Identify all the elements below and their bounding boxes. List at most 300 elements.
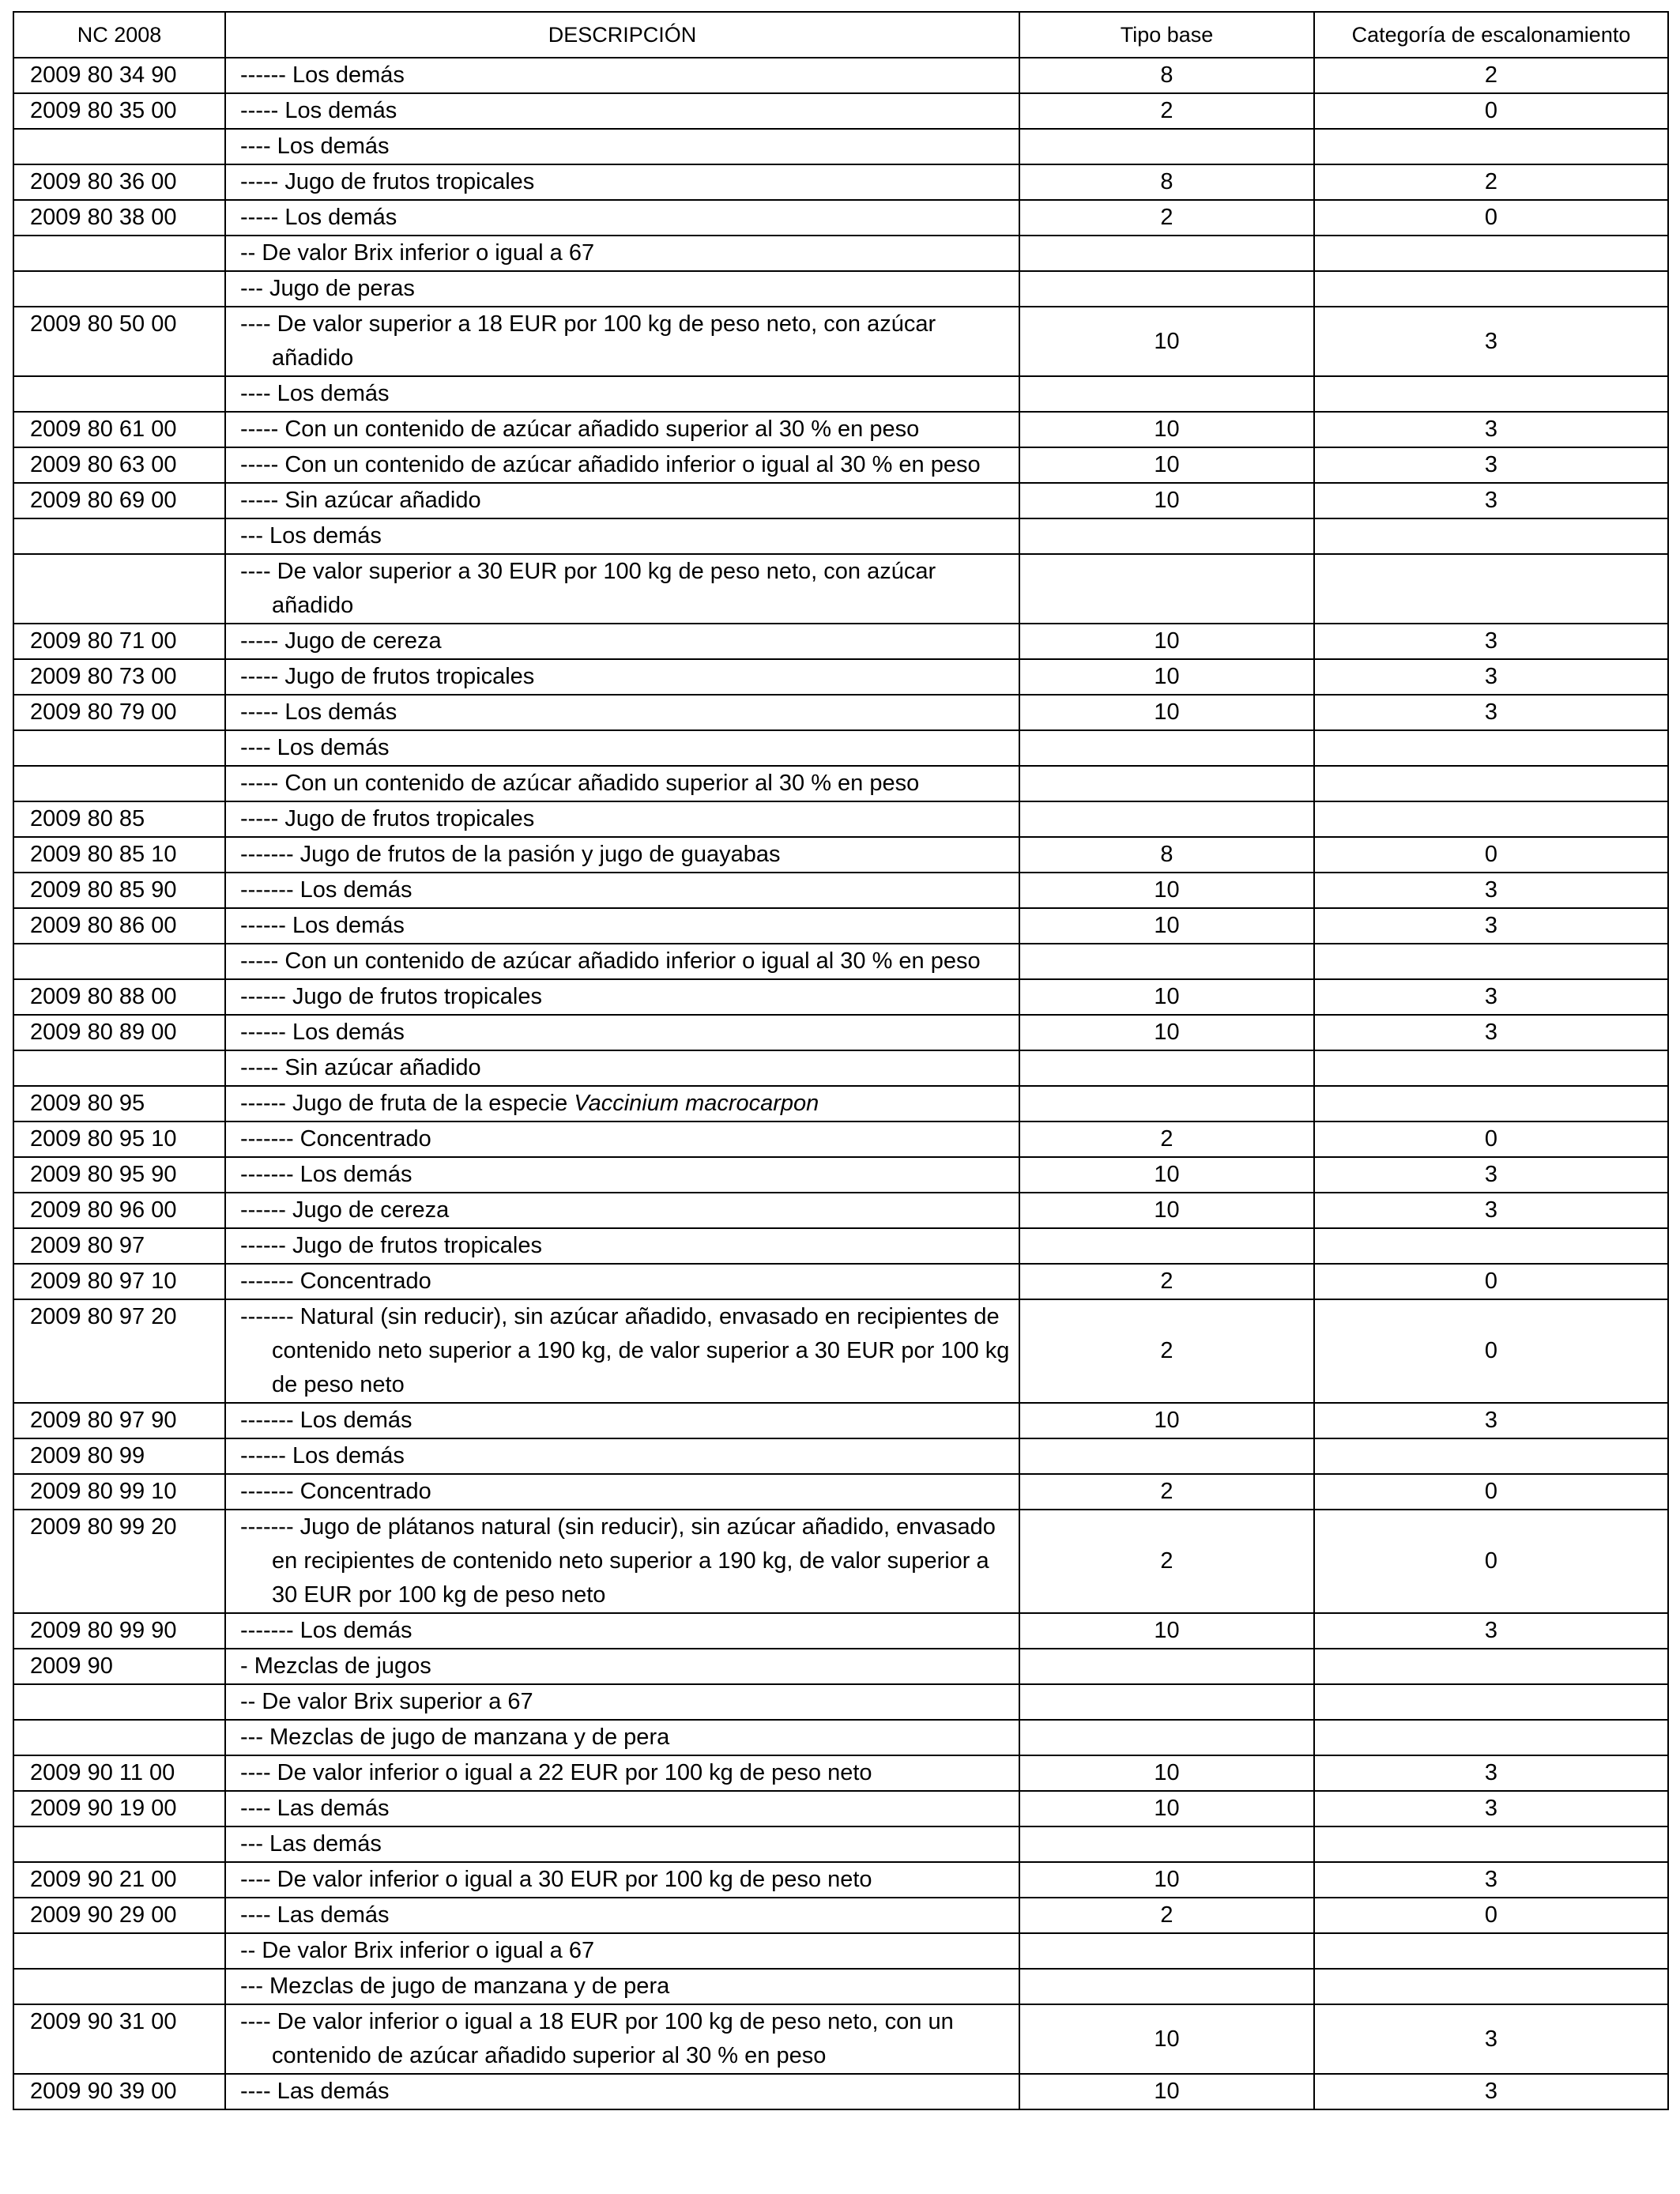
nc-code-cell [13,376,225,412]
base-rate-cell: 2 [1019,1898,1314,1933]
table-row [13,624,1668,659]
nc-code-cell: 2009 80 99 [13,1438,225,1474]
description-text [240,1970,1011,2004]
description-main-text: -- De valor Brix inferior o igual a 67 [240,240,595,266]
description-text [240,1510,1011,1612]
base-rate-cell: 10 [1019,1403,1314,1438]
description-text [240,1827,1011,1861]
description-text [240,201,1011,235]
description-cell [225,1122,1019,1157]
description-text [240,555,1011,623]
staging-category-cell [1314,518,1668,554]
description-text [240,624,1011,658]
description-main-text: --- Las demás [240,1831,382,1857]
base-rate-cell: 10 [1019,1755,1314,1791]
description-text [240,448,1011,482]
staging-category-cell: 3 [1314,307,1668,376]
table-row [13,1050,1668,1086]
description-cell [225,837,1019,873]
description-main-text: ------- Los demás [240,1162,412,1187]
description-text [240,377,1011,411]
description-cell [225,1474,1019,1510]
table-row [13,837,1668,873]
description-main-text: - Mezclas de jugos [240,1653,431,1679]
table-row [13,554,1668,624]
description-main-text: ------- Natural (sin reducir), sin azúcar añadido, envasado en recipientes de contenido neto superior a 190 kg, de valor superior a 30 EUR por 100 kg de peso neto [240,1304,1010,1397]
description-main-text: ------- Jugo de plátanos natural (sin reducir), sin azúcar añadido, envasado en recipientes de contenido neto superior a 190 kg, de valor superior a 30 EUR por 100 kg de peso neto [240,1514,996,1608]
base-rate-cell: 10 [1019,447,1314,483]
nc-code-cell: 2009 80 99 90 [13,1613,225,1649]
staging-category-cell: 3 [1314,695,1668,730]
base-rate-cell: 10 [1019,873,1314,908]
table-row [13,1898,1668,1933]
table-row [13,1122,1668,1157]
table-row [13,873,1668,908]
description-text [240,1721,1011,1755]
nc-code-cell [13,1720,225,1755]
table-row [13,307,1668,376]
description-main-text: ---- Los demás [240,735,390,760]
table-row [13,518,1668,554]
description-cell [225,236,1019,271]
staging-category-cell [1314,129,1668,164]
description-text [240,1898,1011,1932]
description-text [240,944,1011,978]
description-text [240,1087,1011,1121]
tariff-table [13,11,1669,2110]
description-cell [225,1228,1019,1264]
description-main-text: ----- Los demás [240,205,397,230]
description-text [240,1934,1011,1968]
description-main-text: ----- Con un contenido de azúcar añadido superior al 30 % en peso [240,771,920,796]
description-cell [225,1755,1019,1791]
table-row [13,766,1668,801]
table-row [13,1086,1668,1122]
description-main-text: ----- Jugo de frutos tropicales [240,169,535,194]
base-rate-cell: 2 [1019,1510,1314,1613]
nc-code-cell: 2009 80 36 00 [13,164,225,200]
description-cell [225,766,1019,801]
description-text [240,2075,1011,2109]
staging-category-cell: 3 [1314,483,1668,518]
base-rate-cell: 10 [1019,659,1314,695]
base-rate-cell: 10 [1019,695,1314,730]
table-body [13,58,1668,2109]
base-rate-cell: 8 [1019,58,1314,93]
staging-category-cell [1314,766,1668,801]
description-cell [225,447,1019,483]
description-cell [225,659,1019,695]
base-rate-cell [1019,271,1314,307]
base-rate-cell [1019,944,1314,979]
description-main-text: -- De valor Brix superior a 67 [240,1689,533,1714]
description-cell [225,801,1019,837]
staging-category-cell [1314,1086,1668,1122]
base-rate-cell [1019,129,1314,164]
base-rate-cell: 10 [1019,624,1314,659]
nc-code-cell [13,1933,225,1969]
nc-code-cell: 2009 80 99 10 [13,1474,225,1510]
table-row [13,164,1668,200]
staging-category-cell: 3 [1314,908,1668,944]
description-main-text: ----- Sin azúcar añadido [240,1055,481,1080]
description-main-text: ---- Las demás [240,1902,390,1928]
nc-code-cell [13,766,225,801]
base-rate-cell: 10 [1019,1193,1314,1228]
description-text [240,1016,1011,1050]
description-cell [225,271,1019,307]
nc-code-cell: 2009 80 73 00 [13,659,225,695]
nc-code-cell [13,730,225,766]
description-cell [225,1898,1019,1933]
base-rate-cell [1019,1086,1314,1122]
base-rate-cell: 10 [1019,2004,1314,2074]
description-main-text: ---- Los demás [240,381,390,406]
description-cell [225,412,1019,447]
staging-category-cell: 0 [1314,1510,1668,1613]
description-cell [225,200,1019,236]
table-row [13,944,1668,979]
table-header [13,12,1668,58]
description-cell [225,554,1019,624]
staging-category-cell: 3 [1314,2004,1668,2074]
description-cell [225,1403,1019,1438]
nc-code-cell: 2009 90 29 00 [13,1898,225,1933]
nc-code-cell: 2009 80 61 00 [13,412,225,447]
nc-code-cell: 2009 90 11 00 [13,1755,225,1791]
base-rate-cell: 10 [1019,908,1314,944]
description-main-text: ---- Las demás [240,1796,390,1821]
base-rate-cell [1019,376,1314,412]
description-main-text: ---- De valor inferior o igual a 30 EUR por 100 kg de peso neto [240,1867,872,1892]
description-cell [225,1791,1019,1826]
description-main-text: ------ Los demás [240,1443,405,1468]
description-cell [225,376,1019,412]
description-text [240,484,1011,518]
staging-category-cell [1314,944,1668,979]
description-text [240,1649,1011,1683]
description-text [240,1158,1011,1192]
description-cell [225,695,1019,730]
nc-code-cell [13,271,225,307]
table-row [13,1438,1668,1474]
base-rate-cell: 10 [1019,1157,1314,1193]
description-cell [225,1264,1019,1299]
header-staging-category: Categoría de escalonamiento [1314,12,1668,58]
nc-code-cell: 2009 80 50 00 [13,307,225,376]
base-rate-cell [1019,1684,1314,1720]
table-row [13,1157,1668,1193]
description-main-text: ------ Jugo de frutos tropicales [240,984,542,1009]
nc-code-cell [13,129,225,164]
base-rate-cell: 10 [1019,1015,1314,1050]
description-text [240,130,1011,164]
staging-category-cell [1314,1826,1668,1862]
staging-category-cell: 3 [1314,1755,1668,1791]
staging-category-cell: 2 [1314,58,1668,93]
description-text [240,909,1011,943]
staging-category-cell: 0 [1314,837,1668,873]
description-cell [225,1969,1019,2004]
staging-category-cell: 0 [1314,1264,1668,1299]
description-cell [225,1299,1019,1403]
description-text [240,94,1011,128]
description-text [240,1756,1011,1790]
nc-code-cell: 2009 80 97 20 [13,1299,225,1403]
base-rate-cell [1019,1933,1314,1969]
description-cell [225,1649,1019,1684]
nc-code-cell: 2009 80 97 [13,1228,225,1264]
description-main-text: --- Mezclas de jugo de manzana y de pera [240,1725,670,1750]
description-text [240,1792,1011,1826]
header-base-rate: Tipo base [1019,12,1314,58]
nc-code-cell [13,1826,225,1862]
description-main-text: ------- Concentrado [240,1126,431,1152]
staging-category-cell: 2 [1314,164,1668,200]
description-cell [225,1613,1019,1649]
staging-category-cell: 3 [1314,447,1668,483]
description-main-text: ------ Jugo de fruta de la especie [240,1091,574,1116]
table-row [13,483,1668,518]
staging-category-cell: 3 [1314,1157,1668,1193]
description-text [240,838,1011,872]
description-text [240,731,1011,765]
table-row [13,2074,1668,2109]
table-row [13,447,1668,483]
description-main-text: ------ Jugo de frutos tropicales [240,1233,542,1258]
staging-category-cell: 3 [1314,2074,1668,2109]
base-rate-cell: 10 [1019,1862,1314,1898]
staging-category-cell [1314,376,1668,412]
nc-code-cell: 2009 80 97 10 [13,1264,225,1299]
nc-code-cell: 2009 80 96 00 [13,1193,225,1228]
staging-category-cell: 3 [1314,1193,1668,1228]
nc-code-cell: 2009 80 35 00 [13,93,225,129]
nc-code-cell: 2009 80 95 90 [13,1157,225,1193]
description-cell [225,944,1019,979]
description-main-text: ----- Con un contenido de azúcar añadido inferior o igual al 30 % en peso [240,452,981,477]
table-row [13,271,1668,307]
species-name-italic: Vaccinium macrocarpon [574,1091,819,1116]
staging-category-cell [1314,1933,1668,1969]
description-cell [225,730,1019,766]
table-row [13,1684,1668,1720]
base-rate-cell: 8 [1019,837,1314,873]
description-main-text: ------- Los demás [240,1408,412,1433]
description-text [240,1475,1011,1509]
table-row [13,1933,1668,1969]
description-cell [225,518,1019,554]
description-main-text: ----- Los demás [240,98,397,123]
staging-category-cell: 3 [1314,624,1668,659]
staging-category-cell: 3 [1314,1613,1668,1649]
staging-category-cell: 3 [1314,659,1668,695]
nc-code-cell: 2009 80 69 00 [13,483,225,518]
table-row [13,730,1668,766]
description-text [240,1265,1011,1299]
description-text [240,873,1011,907]
staging-category-cell: 0 [1314,1474,1668,1510]
base-rate-cell: 10 [1019,1613,1314,1649]
base-rate-cell: 2 [1019,1474,1314,1510]
description-text [240,696,1011,729]
description-main-text: ---- Las demás [240,2079,390,2104]
table-row [13,412,1668,447]
description-cell [225,483,1019,518]
staging-category-cell: 0 [1314,1299,1668,1403]
description-cell [225,1193,1019,1228]
description-text [240,1614,1011,1648]
description-main-text: ---- De valor inferior o igual a 18 EUR por 100 kg de peso neto, con un contenido de azúcar añadido superior al 30 % en peso [240,2009,954,2068]
description-cell [225,873,1019,908]
base-rate-cell: 2 [1019,1299,1314,1403]
base-rate-cell: 2 [1019,93,1314,129]
base-rate-cell [1019,1649,1314,1684]
table-row [13,1403,1668,1438]
description-main-text: --- Los demás [240,523,382,548]
description-cell [225,624,1019,659]
description-main-text: ---- Los demás [240,134,390,159]
description-text [240,1404,1011,1438]
base-rate-cell [1019,236,1314,271]
description-cell [225,1826,1019,1862]
description-main-text: ----- Con un contenido de azúcar añadido superior al 30 % en peso [240,417,920,442]
table-row [13,1015,1668,1050]
nc-code-cell: 2009 80 71 00 [13,624,225,659]
table-row [13,1862,1668,1898]
header-row [13,12,1668,58]
base-rate-cell [1019,1228,1314,1264]
description-text [240,165,1011,199]
description-cell [225,164,1019,200]
description-cell [225,1015,1019,1050]
description-text [240,519,1011,553]
staging-category-cell [1314,236,1668,271]
description-main-text: ---- De valor inferior o igual a 22 EUR por 100 kg de peso neto [240,1760,872,1785]
base-rate-cell: 10 [1019,1791,1314,1826]
description-cell [225,307,1019,376]
description-main-text: ----- Con un contenido de azúcar añadido inferior o igual al 30 % en peso [240,948,981,974]
nc-code-cell [13,518,225,554]
description-cell [225,129,1019,164]
table-row [13,1755,1668,1791]
nc-code-cell: 2009 80 85 90 [13,873,225,908]
description-main-text: ------- Los demás [240,877,412,903]
description-cell [225,1086,1019,1122]
table-row [13,236,1668,271]
table-row [13,58,1668,93]
table-row [13,1720,1668,1755]
nc-code-cell: 2009 90 21 00 [13,1862,225,1898]
base-rate-cell: 2 [1019,1122,1314,1157]
header-description: DESCRIPCIÓN [225,12,1019,58]
nc-code-cell: 2009 90 39 00 [13,2074,225,2109]
description-cell [225,908,1019,944]
description-main-text: ------ Los demás [240,62,405,88]
staging-category-cell: 0 [1314,200,1668,236]
nc-code-cell: 2009 80 89 00 [13,1015,225,1050]
description-text [240,980,1011,1014]
nc-code-cell: 2009 80 86 00 [13,908,225,944]
description-main-text: ---- De valor superior a 30 EUR por 100 kg de peso neto, con azúcar añadido [240,559,936,618]
description-text [240,58,1011,92]
description-text [240,1193,1011,1227]
table-row [13,2004,1668,2074]
description-main-text: ------- Concentrado [240,1479,431,1504]
description-cell [225,1157,1019,1193]
staging-category-cell: 3 [1314,1403,1668,1438]
nc-code-cell: 2009 80 99 20 [13,1510,225,1613]
description-main-text: --- Mezclas de jugo de manzana y de pera [240,1973,670,1999]
description-main-text: ---- De valor superior a 18 EUR por 100 kg de peso neto, con azúcar añadido [240,311,936,371]
base-rate-cell [1019,730,1314,766]
staging-category-cell [1314,271,1668,307]
description-main-text: ------- Concentrado [240,1269,431,1294]
table-row [13,801,1668,837]
table-row [13,1474,1668,1510]
nc-code-cell: 2009 80 88 00 [13,979,225,1015]
staging-category-cell: 3 [1314,1791,1668,1826]
description-text [240,1122,1011,1156]
description-main-text: ----- Sin azúcar añadido [240,488,481,513]
staging-category-cell: 3 [1314,1015,1668,1050]
table-row [13,979,1668,1015]
staging-category-cell: 0 [1314,1898,1668,1933]
nc-code-cell [13,1969,225,2004]
description-cell [225,2074,1019,2109]
staging-category-cell [1314,1969,1668,2004]
staging-category-cell [1314,801,1668,837]
nc-code-cell: 2009 80 34 90 [13,58,225,93]
description-text [240,2005,1011,2073]
description-cell [225,1933,1019,1969]
description-main-text: ------- Jugo de frutos de la pasión y jugo de guayabas [240,842,781,867]
nc-code-cell: 2009 80 95 [13,1086,225,1122]
description-main-text: ----- Jugo de frutos tropicales [240,806,535,831]
table-row [13,93,1668,129]
description-cell [225,93,1019,129]
nc-code-cell [13,554,225,624]
staging-category-cell: 3 [1314,412,1668,447]
base-rate-cell [1019,801,1314,837]
description-text [240,1439,1011,1473]
description-cell [225,1438,1019,1474]
table-row [13,695,1668,730]
table-row [13,376,1668,412]
base-rate-cell: 2 [1019,1264,1314,1299]
description-text [240,272,1011,306]
base-rate-cell: 10 [1019,483,1314,518]
nc-code-cell: 2009 80 79 00 [13,695,225,730]
base-rate-cell [1019,1050,1314,1086]
description-main-text: ------ Jugo de cereza [240,1197,450,1223]
description-text [240,1229,1011,1263]
table-row [13,1969,1668,2004]
description-cell [225,58,1019,93]
nc-code-cell: 2009 80 38 00 [13,200,225,236]
base-rate-cell: 2 [1019,200,1314,236]
table-row [13,200,1668,236]
nc-code-cell: 2009 80 95 10 [13,1122,225,1157]
description-cell [225,979,1019,1015]
table-row [13,1791,1668,1826]
description-cell [225,1720,1019,1755]
table-row [13,129,1668,164]
staging-category-cell [1314,1050,1668,1086]
description-cell [225,1862,1019,1898]
nc-code-cell: 2009 90 [13,1649,225,1684]
description-main-text: ------ Los demás [240,913,405,938]
